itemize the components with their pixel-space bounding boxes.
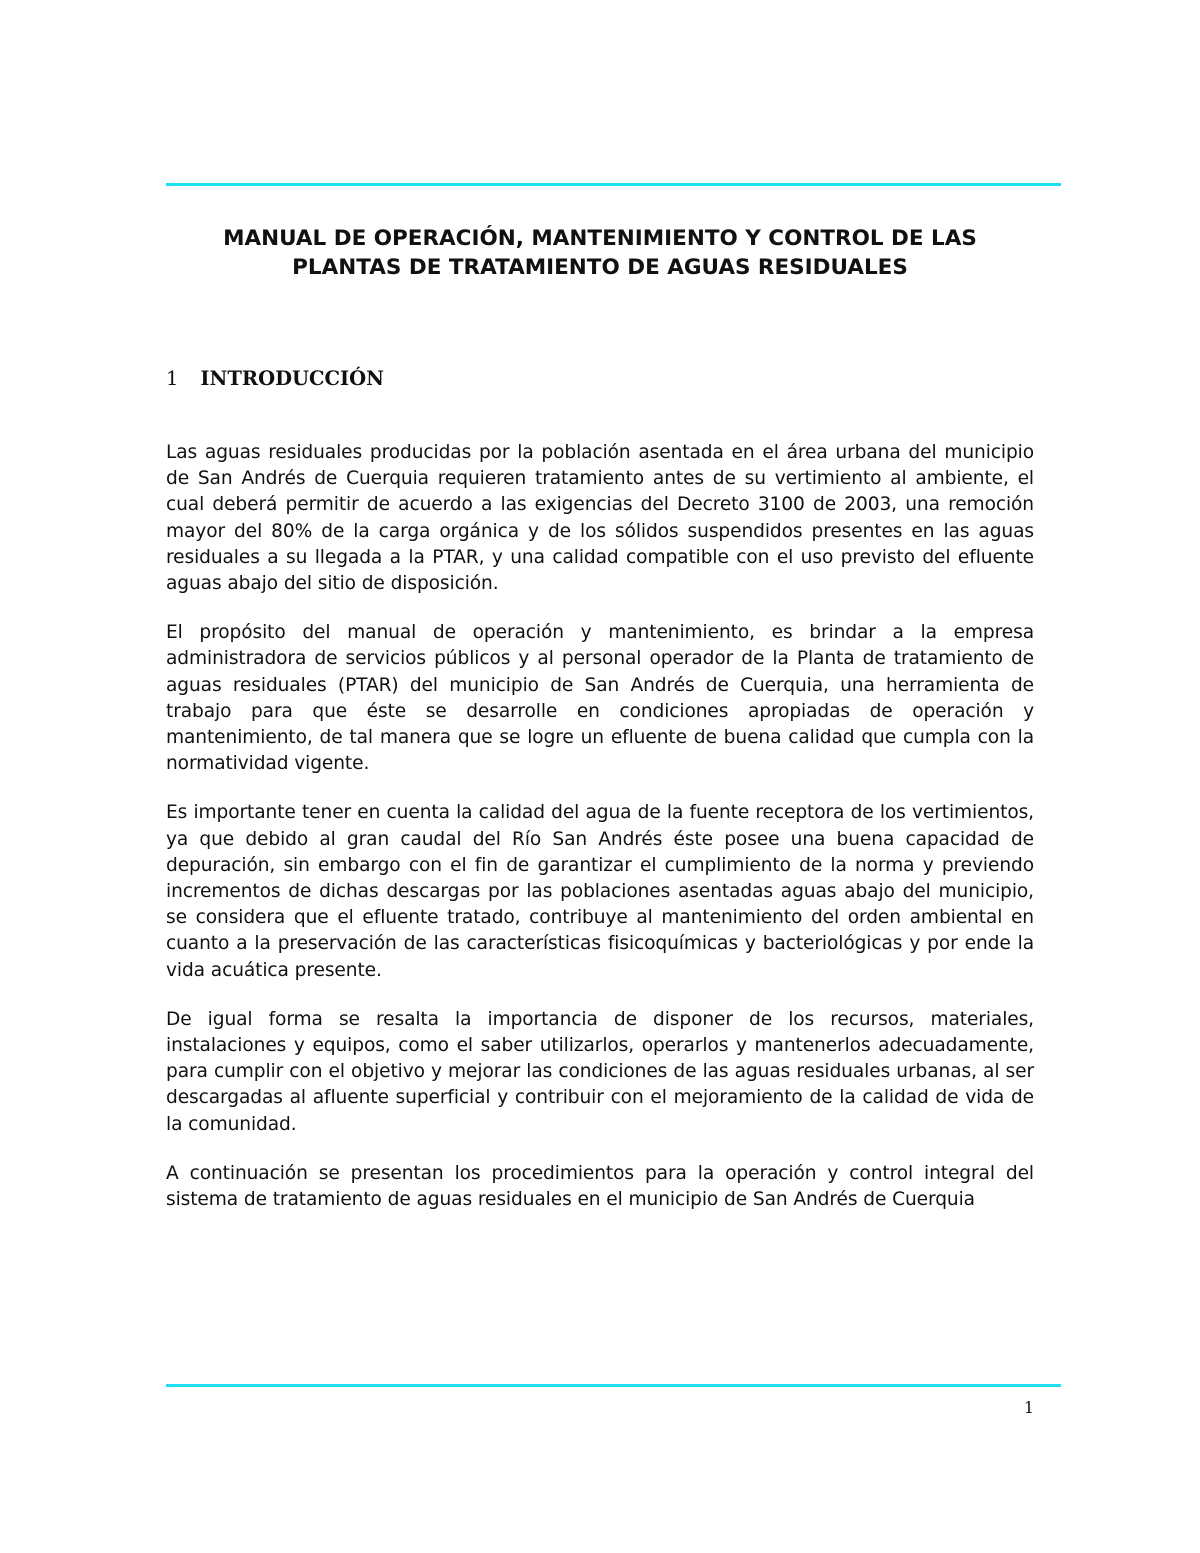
document-title: MANUAL DE OPERACIÓN, MANTENIMIENTO Y CONTROL DE LAS PLANTAS DE TRATAMIENTO DE AGUAS RESIDUALES (223, 226, 977, 280)
footer-rule (166, 1384, 1061, 1387)
body-text (166, 440, 1034, 1236)
paragraph: El propósito del manual de operación y mantenimiento, es brindar a la empresa administradora de servicios públicos y al personal operador de la Planta de tratamiento de aguas residuales (PTAR) del municipio de San Andrés de Cuerquia, una herramienta de trabajo para que éste se desarrolle en condiciones apropiadas de operación y mantenimiento, de tal manera que se logre un efluente de buena calidad que cumpla con la normatividad vigente. (166, 622, 1034, 775)
page-number: 1 (1023, 1398, 1034, 1417)
header-rule (166, 183, 1061, 186)
paragraph: Es importante tener en cuenta la calidad del agua de la fuente receptora de los vertimientos, ya que debido al gran caudal del Río San Andrés éste posee una buena capacidad de depuración, sin embargo con el fin de garantizar el cumplimiento de la norma y previendo incrementos de dichas descargas por las poblaciones asentadas aguas abajo del municipio, se considera que el efluente tratado, contribuye al mantenimiento del orden ambiental en cuanto a la preservación de las características fisicoquímicas y bacteriológicas y por ende la vida acuática presente. (166, 802, 1034, 981)
section-number: 1 (166, 367, 179, 390)
paragraph: De igual forma se resalta la importancia de disponer de los recursos, materiales, instalaciones y equipos, como el saber utilizarlos, operarlos y mantenerlos adecuadamente, para cumplir con el objetivo y mejorar las condiciones de las aguas residuales urbanas, al ser descargadas al afluente superficial y contribuir con el mejoramiento de la calidad de vida de la comunidad. (166, 1008, 1034, 1135)
section-title: INTRODUCCIÓN (200, 367, 384, 390)
section-heading (166, 365, 384, 393)
paragraph: Las aguas residuales producidas por la población asentada en el área urbana del municipio de San Andrés de Cuerquia requieren tratamiento antes de su vertimiento al ambiente, el cual deberá permitir de acuerdo a las exigencias del Decreto 3100 de 2003, una remoción mayor del 80% de la carga orgánica y de los sólidos suspendidos presentes en las aguas residuales a su llegada a la PTAR, y una calidad compatible con el uso previsto del efluente aguas abajo del sitio de disposición. (166, 442, 1034, 595)
paragraph: A continuación se presentan los procedimientos para la operación y control integral del sistema de tratamiento de aguas residuales en el municipio de San Andrés de Cuerquia (166, 1162, 1034, 1211)
